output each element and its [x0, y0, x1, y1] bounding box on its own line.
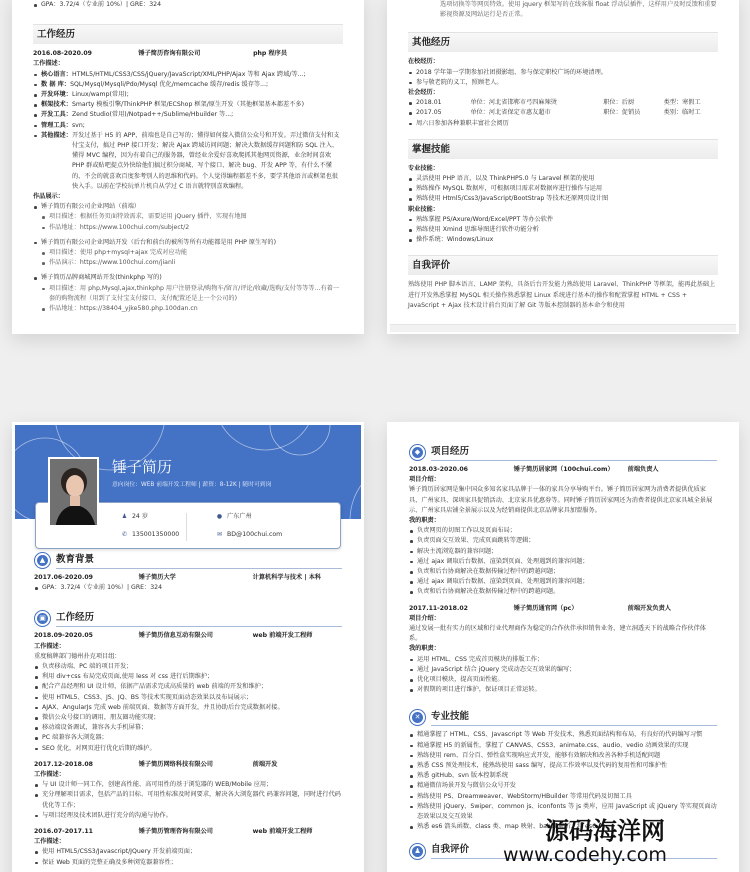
project-period: 2018.03-2020.06: [409, 466, 468, 473]
social-row: [416, 108, 718, 118]
edu-header: [34, 573, 342, 583]
social-field: 单位：河北省保定市惠友超市: [470, 109, 551, 117]
job-block: [34, 827, 342, 868]
section-education: [34, 552, 342, 569]
detail-item: [33, 80, 343, 90]
section-title-education: 教育背景: [56, 553, 342, 569]
section-projects: [409, 444, 717, 461]
detail-value: Smarty 模板引擎/ThinkPHP 框架/ECShop 框架/原生开发（其他框架基本都差不多): [71, 101, 305, 109]
school-item: 2018 学年第一学期参加社团摄影组、参与保定职校广场的环境清理。: [408, 68, 718, 78]
job-item: 与 UI 设计师一同工作，创建高性能、高可用性的基于浏览器的 WEB/Mobile 应用；: [34, 780, 342, 790]
duty-item: 通过 ajax 调取后台数据、渲染到页面、处理遇到的兼容问题；: [409, 577, 717, 587]
job-block: [34, 760, 342, 821]
school-list: [408, 68, 718, 88]
detail-row: [41, 100, 343, 110]
edu-gpa: GPA：3.72/4（专业前 10%）| GRE：324: [34, 583, 342, 593]
detail-key: 管理工具：: [41, 121, 72, 129]
projects-list: [409, 465, 717, 695]
job-header: [33, 49, 343, 59]
detail-value: svn;: [71, 121, 85, 129]
job-header: [34, 827, 342, 837]
social-field: 2018.01: [416, 99, 442, 107]
duty-item: 负责和后台协商解决在数据传输过程中的跨越问题；: [409, 567, 717, 577]
resume-name: 锤子简历: [112, 458, 173, 476]
duty-item: 通过 ajax 调取后台数据、渲染到页面、处理遇到的兼容问题；: [409, 557, 717, 567]
detail-row: [41, 131, 343, 192]
job-role: php 程序员: [253, 50, 288, 58]
age-value: 24 岁: [132, 513, 149, 520]
self-eval-text: 熟练使用 PHP 脚本语言、LAMP 架构，具备后台开发能力熟练使用 Laravel、ThinkPHP 等框架，能再此基础上进行开发熟悉掌握 MySQL 相关操作熟悉掌握 Linux 系统进行基本的操作和配置掌握 HTML + CSS + JavaScript + Ajax 技术设计前台页面了解 Git 等版本控制器的基本命令和使用: [408, 281, 716, 309]
work-sub-item: 作品演示：https://www.100chui.com/jianli: [33, 258, 343, 268]
section-title-eval: 自我评价: [408, 255, 718, 275]
detail-value: 开发过基于 H5 的 APP，前端也是自己写的；懂得如何接入微信公众号和开发。弄过微信支付和支付宝支付，搞过 PHP 接口开发；解决 Ajax 跨域访问问题；解决大数据缓存问题和防 SQL 注入、懂得 MVC 编程，因为有着自己的服务器，曾经业余爱好喜欢爬抓其他网页资源，业余时间喜欢 PHP 群或贴吧提点外快给他们搞过积分商城、写个接口、解决 bug、开发 APP 等，有什么不懂的、不会的就喜欢百度参考别人的思维和代码。个人觉得编程都差不多，要学其他语言或框架也很快入手。以前在学校玩单片机自从学过 C 语言就特别喜欢编程。: [71, 131, 340, 190]
project-header: [409, 604, 717, 614]
skill-item: 熟练使用 rem、百分百、弹性盒实现响应式开发，能够有效解决和改善各种手机适配问题: [409, 751, 717, 761]
job-item: 移动端设备调试，兼容各大手机屏幕；: [34, 723, 342, 733]
intro-label: 项目介绍：: [409, 476, 440, 484]
pro-label: 专业技能：: [408, 164, 439, 172]
email-item: [216, 530, 282, 540]
duty-item: 对假期的项目进行维护，保证项目正常运转。: [409, 685, 717, 695]
desc-label: 工作描述：: [33, 60, 64, 68]
job-skill-item: 熟练掌握 PS/Axure/Word/Excel/PPT 等办公软件: [408, 215, 718, 225]
work-sub-item: 项目描述：使用 php+mysql+ajax 完成对应功能: [33, 248, 343, 258]
detail-key: 核心语言：: [41, 70, 72, 78]
detail-row: [41, 110, 343, 120]
detail-row: [41, 121, 343, 131]
work-sub-item: 作品地址：https://www.100chui.com/subject/2: [33, 223, 343, 233]
project-header: [409, 465, 717, 475]
avatar-photo: [48, 457, 99, 527]
section-skills: [409, 709, 717, 726]
job-period: 2016.08-2020.09: [33, 50, 92, 58]
section-work: [34, 610, 342, 627]
watermark-title: 源码海洋网: [544, 817, 665, 845]
briefcase-icon: ▣: [34, 610, 51, 627]
job-company: 锤子简历管理咨询有限公司: [138, 828, 213, 836]
person-silhouette-icon: [50, 459, 99, 527]
job-company: 锤子简历网络科技有限公司: [138, 760, 213, 768]
resume-page-4: [387, 422, 739, 872]
resume-page-2: [387, 0, 739, 334]
detail-key: 开发工具：: [41, 111, 72, 119]
project-intro: 锤子简历居家网是集中国众多知名家具品牌于一体的家具分享导购平台。锤子简历居家网为消费者提供优质家具、广州家具、深圳家具促销活动、北京家具优惠券等。同时锤子简历居家网还为消费者提供北京家具城全景展示、广州家具店铺全景展示以及为经销商提供北京品牌家具加盟服务。: [409, 486, 713, 514]
top-continued-text: 选项切换等等网页特效。使用 jquery 框架写的在线客服 float 浮动层插件，这样用户及时反馈和重要影视资源及网站运行是否正常。: [440, 1, 717, 19]
detail-key: 开发环境：: [41, 91, 72, 99]
pro-skills-list: [408, 174, 718, 205]
job-period: 2016.07-2017.11: [34, 828, 93, 836]
job-item: PC 端兼容各大浏览器；: [34, 733, 342, 743]
age-item: [121, 512, 148, 522]
jobs-list: [34, 631, 342, 867]
duties: [409, 655, 717, 696]
section-title-skills: 掌握技能: [408, 139, 718, 159]
job-intro: 重度稿牌部门德州扑克项目组：: [34, 652, 121, 660]
user-icon: ♟: [121, 513, 128, 520]
social-extra: 周六日参加各种兼职丰富社会阅历: [408, 119, 718, 129]
gpa-line: GPA：3.72/4（专业前 10%）| GRE：324: [33, 0, 343, 10]
job-items: [34, 780, 342, 821]
card-divider: [186, 513, 187, 541]
job-role: 前端开发: [252, 760, 278, 768]
job-items: [34, 662, 342, 754]
project-intro: 通过发展一批有实力的区域和行业代理商作为稳定的合作伙伴承担销售业务，建立洞透天下的战略合作伙伴体系。: [409, 625, 706, 643]
resume-page-1: [12, 0, 364, 334]
works-list: [33, 202, 343, 314]
project-role: 前端负责人: [627, 466, 659, 473]
social-field: 职位：促销员: [603, 109, 641, 117]
job-block: [34, 631, 342, 753]
job-item: 保证 Web 页面的完整正确及多种浏览器兼容性；: [34, 858, 342, 868]
social-field: 类别：临时工: [663, 109, 701, 117]
edu-major: 计算机科学与技术 | 本科: [252, 574, 322, 581]
job-skill-item: 操作系统：Windows/Linux: [408, 235, 718, 245]
job-item: SEO 优化，对网页进行优化后期的维护。: [34, 744, 342, 754]
resume-page-3: [12, 422, 364, 872]
duty-item: 负责网页的切图工作以及页面布局；: [409, 526, 717, 536]
location-pin-icon: ●: [216, 513, 223, 520]
skill-item: 精通掌握 H5 的新属性，掌握了 CANVAS、CSS3、animate.css、audio、vedio 动画效果的实现: [409, 741, 717, 751]
job-item: 与项目经理及技术团队进行充分的沟通与协作。: [34, 811, 342, 821]
job-items: [34, 847, 342, 867]
social-field: 职位：后厨: [603, 99, 635, 107]
job-item: 充分理解项目需求，包括产品的目标、可用性标准及时间要求，解决各大浏览器代 码兼容问题，同时进行代码优化等工作；: [34, 790, 342, 810]
section-title-self-eval: 自我评价: [431, 843, 717, 859]
duty-item: 优化项目模块，提高页面性能。: [409, 675, 717, 685]
detail-item: [33, 70, 343, 80]
job-header: [34, 760, 342, 770]
edu-school: 锤子简历大学: [138, 574, 176, 581]
social-list: [408, 98, 718, 118]
project-role: 前端开发负责人: [627, 604, 671, 612]
desc-label: 工作描述：: [34, 771, 65, 779]
duty-item: 通过 JavaScript 结合 jQuery 完成动态交互效果的编写；: [409, 665, 717, 675]
pro-skill-item: 熟练操作 MySQL 数据库，可根据项目需求对数据库进行操作与运用: [408, 184, 718, 194]
project-name: 锤子简历居家网（100chui.com）: [513, 466, 614, 473]
detail-key: 框架技术：: [41, 101, 72, 109]
job-item: 使用 HTML5/CSS3/Javascript/JQuery 开发前端页面；: [34, 847, 342, 857]
user-icon: ♟: [409, 843, 426, 860]
social-field: 类型：寒假工: [663, 99, 701, 107]
location-item: [216, 512, 252, 522]
project-period: 2017.11-2018.02: [409, 604, 468, 612]
section-title-other: 其他经历: [408, 32, 718, 52]
detail-value: Zend Studio(常用)/Notpad++/Sublime/Hbuilder 等...;: [71, 111, 234, 119]
project-name: 锤子简历通官网（pc）: [513, 604, 578, 612]
job-skills-list: [408, 215, 718, 246]
job-item: 微信公众号接口的调用，朋友圈功能实现；: [34, 713, 342, 723]
work-item: 锤子简历品牌商城网站开发(thinkphp 写的): [33, 273, 343, 283]
duty-item: 解决主流浏览器的兼容问题；: [409, 547, 717, 557]
detail-item: [33, 90, 343, 100]
school-item: 参与敬老院的义工，照顾老人。: [408, 78, 718, 88]
job-item: AJAX、AngularJs 完成 web 前端页面、数据等方面开发，并且协助后台完成数据对接。: [34, 703, 342, 713]
school-label: 在校经历：: [408, 58, 439, 66]
detail-key: 其他描述：: [41, 131, 72, 139]
detail-item: [33, 121, 343, 131]
job-period: 2017.12-2018.08: [34, 760, 93, 768]
job-item: 负责移动端、PC 端的项目开发；: [34, 662, 342, 672]
desc-label: 工作描述：: [34, 642, 65, 650]
duty-label: 我的职责：: [409, 517, 440, 525]
detail-key: 数 据 库：: [41, 80, 71, 88]
section-title-work: 工作经历: [33, 24, 343, 44]
job-role: web 前端开发工程师: [252, 828, 313, 836]
job-item: 使用 HTML5、CSS3、JS、JQ、BS 等技术实现页面动态效果以及布局展示；: [34, 693, 342, 703]
footer-bar: [390, 324, 736, 332]
skill-item: 熟练使用 jQuery、Swiper、common js、iconfonts 等 js 类库，应用 JavaScript 或 jQuery 等实现页面动态效果以及交互效果: [409, 802, 717, 822]
job-company: 锤子简历咨询有限公司: [138, 50, 201, 58]
phone-icon: ✆: [121, 531, 128, 538]
job-item: 利用 div+css 布局完成页面,使用 less 对 css 进行后期维护；: [34, 672, 342, 682]
work-sub-item: 作品地址：https://38404_yjke580.php.100dan.cn: [33, 304, 343, 314]
location-value: 广东广州: [227, 513, 252, 520]
work-item: 锤子简历有限公司企业网站开发（后台和前台的被所等所有功能都是用 PHP 原生写的): [33, 238, 343, 248]
job-details: [33, 70, 343, 192]
watermark-url: www.codehy.com: [503, 844, 667, 866]
section-title-projects: 项目经历: [431, 445, 717, 461]
duty-item: 负责和后台协商解决在数据传输过程中的跨越问题。: [409, 587, 717, 597]
pro-skill-item: 熟练使用 Html5/Css3/JavaScript/BootStrap 等技术还原网页设计图: [408, 194, 718, 204]
job-skills-label: 职业技能：: [408, 205, 439, 213]
phone-item: [121, 530, 179, 540]
detail-row: [41, 90, 343, 100]
skill-item: 精通掌握了 HTML、CSS、Javascript 等 Web 开发技术，熟悉页面结构和布局，有良好的代码编写习惯: [409, 730, 717, 740]
job-item: 配合产品经理和 UI 设计师，依据产品需求完成高质量的 web 前端的开发和维护；: [34, 682, 342, 692]
detail-item: [33, 131, 343, 192]
social-item: [408, 98, 718, 108]
skill-item: 熟悉 es6 箭头函数、class 类、map 映射、babel 解析，将 es6: [409, 822, 717, 832]
duties: [409, 526, 717, 597]
works-label: 作品展示：: [33, 193, 64, 201]
detail-value: SQL/Mysql/Mysqli/Pdo/Mysql 优化/memcache 缓存/redis 缓存等...;: [70, 80, 269, 88]
detail-row: [41, 70, 343, 80]
skill-item: 精通微信场景开发与微信公众号开发: [409, 781, 717, 791]
work-sub-item: 项目描述：根据任务页面特效需求，需要运用 jQuery 插件，实现有地图: [33, 212, 343, 222]
email-value: BD@100chui.com: [227, 531, 283, 538]
layers-icon: ◆: [409, 444, 426, 461]
tools-icon: ✕: [409, 709, 426, 726]
job-header: [34, 631, 342, 641]
job-company: 锤子简历信息互动有限公司: [138, 632, 213, 640]
job-period: 2018.09-2020.05: [34, 632, 93, 640]
duty-item: 运用 HTML、CSS 完成首页模块的排版工作；: [409, 655, 717, 665]
graduation-cap-icon: ▲: [34, 552, 51, 569]
job-role: web 前端开发工程师: [252, 632, 313, 640]
skill-item: 熟练使用 PS、Dreamweaver、WebStorm/HBuilder 等常用代码及切图工具: [409, 792, 717, 802]
detail-item: [33, 110, 343, 120]
edu-period: 2017.06-2020.09: [34, 574, 93, 581]
detail-item: [33, 100, 343, 110]
job-intent: 意向岗位：WEB 前端开发工程师 | 薪资：8-12K | 随时可到岗: [112, 482, 272, 488]
intro-label: 项目介绍：: [409, 614, 440, 622]
desc-label: 工作描述：: [34, 838, 65, 846]
detail-value: HTML5/HTML/CSS3/CSS/jQuery/JavaScript/XML/PHP/Ajax 等和 Ajax 跨域/等...;: [71, 70, 306, 78]
job-skill-item: 熟练使用 Xmind 思维导图进行软件功能分析: [408, 225, 718, 235]
social-label: 社会经历：: [408, 89, 439, 97]
social-row: [416, 98, 718, 108]
duty-item: 负责页面交互效果、完成页面跳转等逻辑；: [409, 536, 717, 546]
social-field: 2017.05: [416, 109, 442, 117]
social-field: 单位：河北省邯郸市弓四麻辣烫: [470, 99, 557, 107]
skill-item: 熟悉 gitHub、svn 版本控制系统: [409, 771, 717, 781]
work-item: 锤子简历有限公司企业网站（前端）: [33, 202, 343, 212]
duty-label: 我的职责：: [409, 645, 440, 653]
detail-row: [41, 80, 343, 90]
mail-icon: ✉: [216, 531, 223, 538]
project-block: [409, 604, 717, 696]
section-title-work: 工作经历: [56, 611, 342, 627]
social-item: [408, 108, 718, 118]
project-block: [409, 465, 717, 598]
work-sub-item: 项目描述：用 php,Mysql,ajax,thinkphp 用户注册登录/购物车/留言/评论/收藏/选购/支付等等等...有着一套的购物流程（用到了支付宝支付接口、支付配置还是上一个公司的): [33, 284, 343, 304]
pro-skill-item: 灵活使用 PHP 语言，以及 ThinkPHP5.0 与 Laravel 框架的使用: [408, 174, 718, 184]
phone-value: 135001350000: [132, 531, 180, 538]
section-title-skills: 专业技能: [431, 710, 717, 726]
detail-value: Linux/wamp(常用);: [71, 91, 129, 99]
skill-item: 熟悉 CSS 预处理技术，能熟练使用 sass 编写，提高工作效率以及代码的复用性和可维护性: [409, 761, 717, 771]
